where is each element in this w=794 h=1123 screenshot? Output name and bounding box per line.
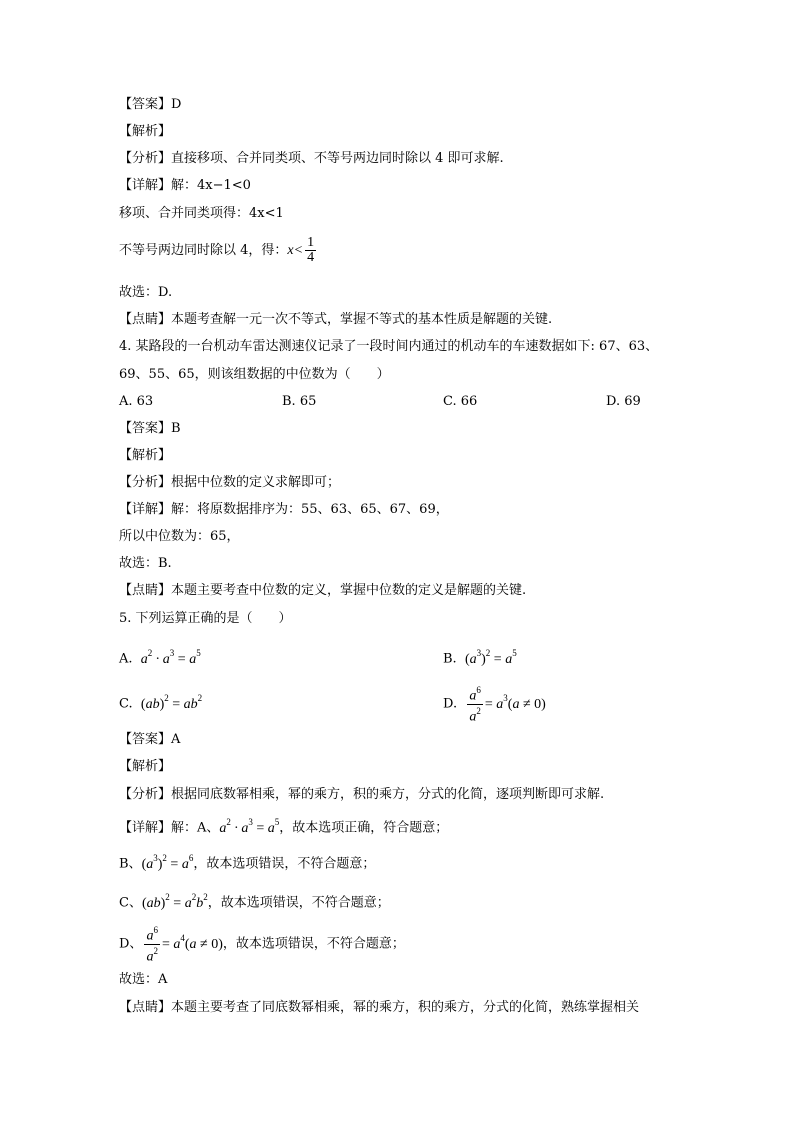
q5-detail-d-formula: $\frac{a^6}{a^2}$ = $a^4(a \ne 0)$: [146, 925, 223, 965]
q4-option-a: A. 63: [119, 394, 154, 409]
q3-step2-x: x<: [287, 243, 304, 258]
q5-dianjing: 【点睛】本题主要考查了同底数幂相乘，幂的乘方，积的乘方，分式的化简，熟练掌握相关: [119, 1000, 640, 1015]
q5-choose: 故选：A: [119, 972, 168, 987]
q3-step2: [119, 233, 318, 269]
q5-fenxi: 【分析】根据同底数幂相乘，幂的乘方，积的乘方，分式的化简，逐项判断即可求解.: [119, 787, 605, 802]
q4-analysis-title: 【解析】: [119, 448, 172, 463]
q4-option-b: B. 65: [282, 394, 317, 409]
q5-stem: 5. 下列运算正确的是（ ）: [119, 611, 292, 626]
q5-option-c-formula: $(ab)^2 = ab^2$: [140, 693, 203, 712]
q4-step1: 所以中位数为：65，: [119, 529, 240, 544]
q5-option-b-formula: $(a^3)^2 = a^5$: [464, 648, 517, 667]
q5-detail-c: C、$(ab)^2 = a^2b^2$，故本选项错误，不符合题意；: [119, 892, 390, 911]
q5-option-d-formula: $\frac{a^6}{a^2}$ = $a^3(a \ne 0)$: [469, 685, 546, 725]
q5-option-b: B. $(a^3)^2 = a^5$: [443, 648, 517, 667]
q4-answer: 【答案】B: [119, 421, 181, 436]
q5-option-d: D. $\frac{a^6}{a^2}$ = $a^3(a \ne 0)$: [443, 685, 546, 725]
q5-option-c: C. $(ab)^2 = ab^2$: [119, 693, 203, 712]
q4-stem-line2: 69、55、65，则该组数据的中位数为（ ）: [119, 367, 390, 382]
q5-option-a: A. $a^2 \cdot a^3 = a^5$: [119, 648, 201, 667]
q3-step1: 移项、合并同类项得：4x<1: [119, 206, 284, 221]
q4-stem-line1: 4. 某路段的一台机动车雷达测速仪记录了一段时间内通过的机动车的车速数据如下: 67、63、: [119, 339, 659, 354]
q3-step2-text: 不等号两边同时除以 4，得：: [119, 243, 288, 258]
q5-analysis-title: 【解析】: [119, 759, 172, 774]
q5-detail-b: B、$(a^3)^2 = a^6$，故本选项错误，不符合题意；: [119, 853, 376, 872]
q3-choose: 故选：D.: [119, 285, 173, 300]
q5-detail-a: 【详解】解：A、$a^2 \cdot a^3 = a^5$，故本选项正确，符合题意；: [119, 817, 449, 836]
q5-detail-c-formula: $(ab)^2 = a^2b^2$: [141, 892, 208, 911]
q5-option-a-formula: $a^2 \cdot a^3 = a^5$: [140, 648, 201, 667]
q4-option-c: C. 66: [443, 394, 478, 409]
q3-dianjing: 【点睛】本题考查解一元一次不等式，掌握不等式的基本性质是解题的关键.: [119, 312, 553, 327]
q4-xiangjie: 【详解】解：将原数据排序为：55、63、65、67、69，: [119, 502, 449, 517]
q4-option-d: D. 69: [606, 394, 641, 409]
q5-detail-d: D、 $\frac{a^6}{a^2}$ = $a^4(a \ne 0)$，故本选项错误，不符合题意；: [119, 925, 405, 965]
q5-answer: 【答案】A: [119, 732, 181, 747]
q3-answer: 【答案】D: [119, 97, 182, 112]
q3-xiangjie: 【详解】解：4x−1<0: [119, 178, 251, 193]
q5-detail-a-formula: $a^2 \cdot a^3 = a^5$: [219, 817, 280, 836]
q3-fenxi: 【分析】直接移项、合并同类项、不等号两边同时除以 4 即可求解.: [119, 151, 504, 166]
q4-choose: 故选：B.: [119, 556, 172, 571]
q3-step2-fraction: $\frac{1}{4}$: [307, 235, 315, 265]
q5-detail-b-formula: $(a^3)^2 = a^6$: [141, 853, 194, 872]
q4-dianjing: 【点睛】本题主要考查中位数的定义，掌握中位数的定义是解题的关键.: [119, 583, 527, 598]
q4-fenxi: 【分析】根据中位数的定义求解即可；: [119, 475, 341, 490]
q3-analysis-title: 【解析】: [119, 124, 172, 139]
